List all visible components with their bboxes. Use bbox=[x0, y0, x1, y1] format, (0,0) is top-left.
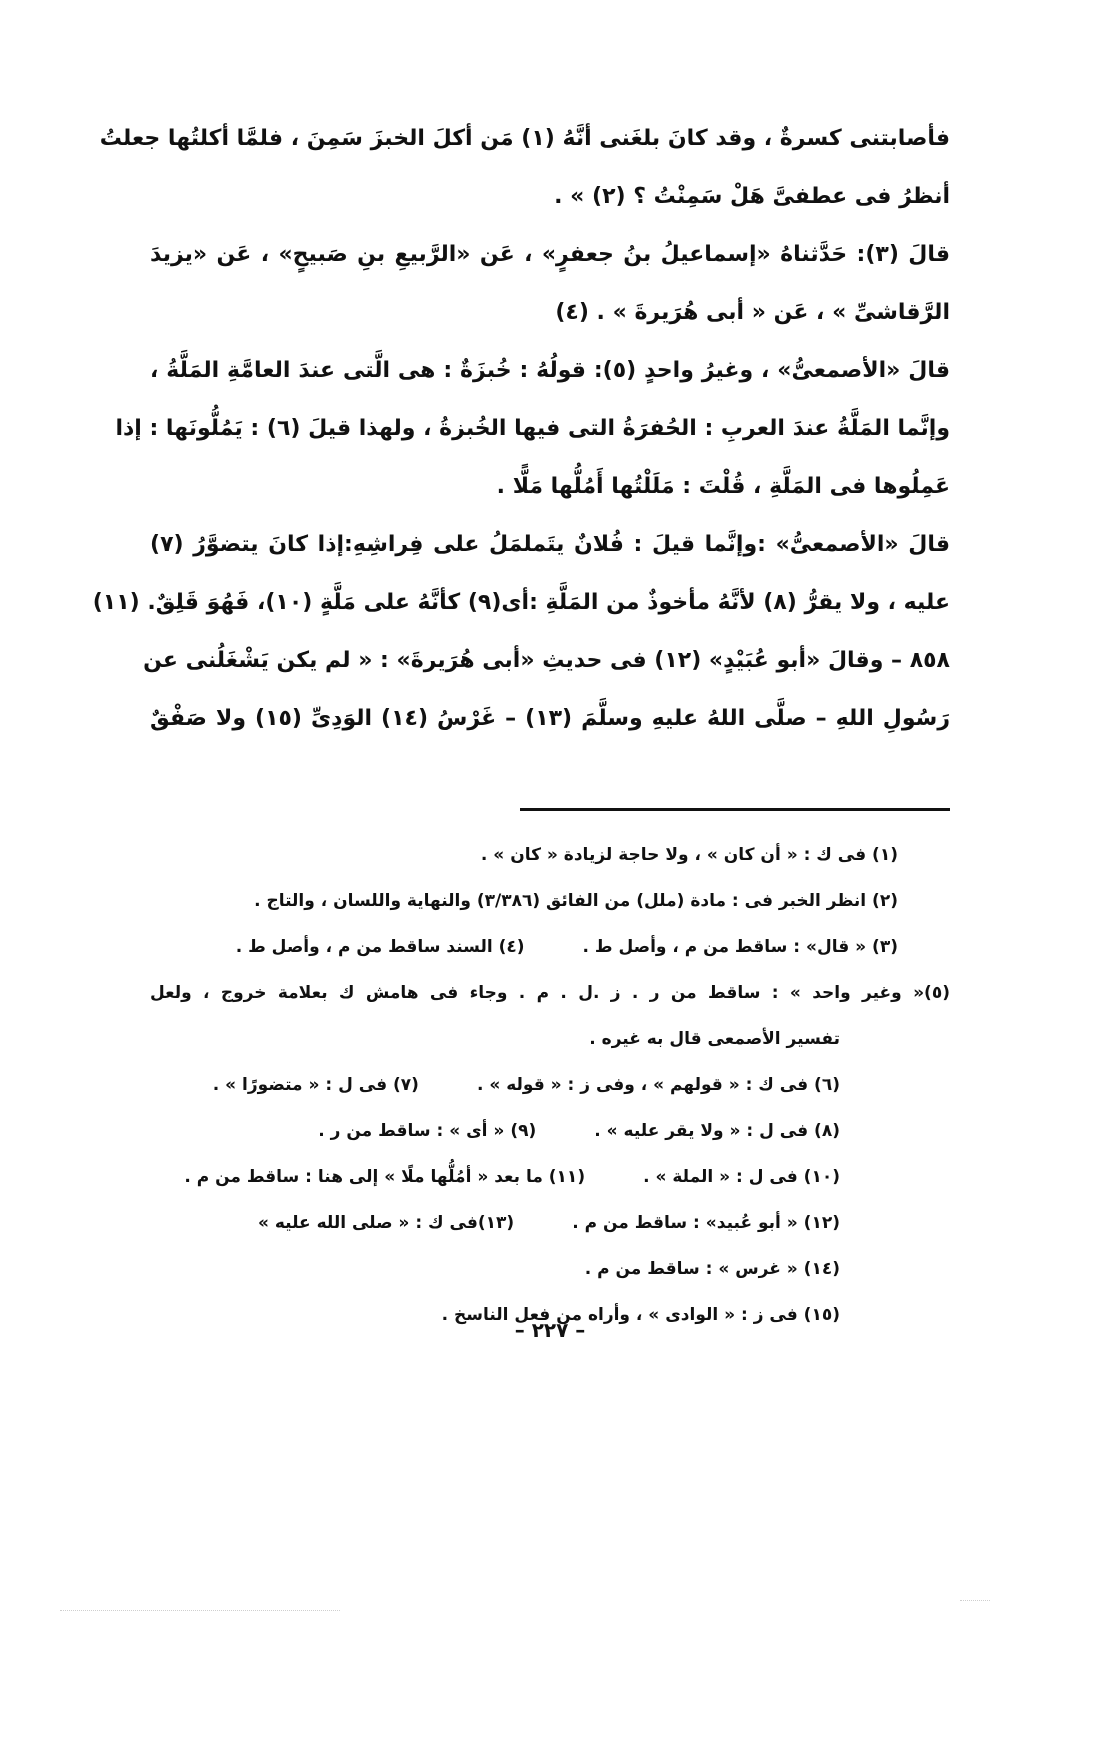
main-text bbox=[92, 110, 951, 748]
scan-artifact bbox=[960, 1600, 990, 1603]
footnote-13: (١٣)فى ك : « صلى الله عليه » bbox=[257, 1213, 515, 1233]
footnotes bbox=[150, 832, 950, 1338]
body-line-6: وإنَّما المَلَّةُ عندَ العربِ : الحُفرَةُ التى فيها الخُبزةُ ، ولهذا قيلَ (٦) : يَمُلُّونَها : إذا bbox=[115, 416, 950, 441]
body-line-8: قالَ «الأصمعىُّ» :وإنَّما قيلَ : فُلانٌ يتَملمَلُ على فِراشِهِ:إذا كانَ يتضوَّرُ (٧) bbox=[150, 532, 950, 557]
footnote-4: (٤) السند ساقط من م ، وأصل ط . bbox=[235, 937, 525, 957]
footnote-14: (١٤) « غرس » : ساقط من م . bbox=[584, 1259, 840, 1279]
footnote-row-12-13 bbox=[150, 1200, 950, 1246]
body-line-10: ٨٥٨ – وقالَ «أبو عُبَيْدٍ» (١٢) فى حديثِ «أبى هُرَيرةَ» : « لم يكن يَشْغَلُنى عن bbox=[143, 648, 950, 673]
footnote-row-3-4 bbox=[150, 924, 950, 970]
footnote-9: (٩) « أى » : ساقط من ر . bbox=[318, 1121, 537, 1141]
footnote-8: (٨) فى ل : « ولا يقر عليه » . bbox=[594, 1121, 840, 1141]
body-line-4: الرَّقاشىِّ » ، عَن « أبى هُرَيرةَ » . (٤) bbox=[555, 300, 950, 325]
footnote-row-10-11 bbox=[150, 1154, 950, 1200]
footnote-2: (٢) انظر الخبر فى : مادة (ملل) من الفائق (٣/٣٨٦) والنهاية واللسان ، والتاج . bbox=[254, 891, 898, 911]
body-line-2: أنظرُ فى عطفىَّ هَلْ سَمِنْتُ ؟ (٢) » . bbox=[554, 184, 950, 209]
body-line-5: قالَ «الأصمعىُّ» ، وغيرُ واحدٍ (٥): قولُهُ : خُبزَةٌ : هى الَّتى عندَ العامَّةِ المَلَّةُ ، bbox=[150, 358, 950, 383]
footnote-row-6-7 bbox=[150, 1062, 950, 1108]
body-line-11: رَسُولِ اللهِ – صلَّى اللهُ عليهِ وسلَّمَ (١٣) – غَرْسُ (١٤) الوَدِىِّ (١٥) ولا صَفْقٌ bbox=[150, 706, 950, 731]
footnote-3: (٣) « قال» : ساقط من م ، وأصل ط . bbox=[582, 937, 898, 957]
footnote-row-8-9 bbox=[150, 1108, 950, 1154]
body-line-7: عَمِلُوها فى المَلَّةِ ، قُلْتَ : مَلَلْتُها أَمُلُّها مَلًّا . bbox=[496, 474, 950, 499]
body-line-1: فأصابتنى كسرةٌ ، وقد كانَ بلغَنى أنَّهُ (١) مَن أكلَ الخبزَ سَمِنَ ، فلمَّا أكلتُها جعلتُ bbox=[99, 126, 950, 151]
page-number: – ٢٢٧ – bbox=[514, 1318, 586, 1342]
body-line-9: عليه ، ولا يقرُّ (٨) لأنَّهُ مأخوذٌ من المَلَّةِ :أى(٩) كأنَّهُ على مَلَّةٍ (١٠)، فَهُوَ قَلِقٌ. (١١) bbox=[92, 590, 950, 615]
footnote-5: (٥)« وغير واحد » : ساقط من ر . ز .ل . م . وجاء فى هامش ك بعلامة خروج ، ولعل bbox=[150, 983, 950, 1003]
footnote-10: (١٠) فى ل : « الملة » . bbox=[643, 1167, 840, 1187]
footnote-7: (٧) فى ل : « متضورًا » . bbox=[212, 1075, 419, 1095]
footnote-15: (١٥) فى ز : « الوادى » ، وأراه من فعل الناسخ . bbox=[441, 1305, 840, 1325]
footnote-11: (١١) ما بعد « أمُلُّها ملًا » إلى هنا : ساقط من م . bbox=[184, 1167, 586, 1187]
footnote-6: (٦) فى ك : « قولهم » ، وفى ز : « قوله » . bbox=[476, 1075, 840, 1095]
footnote-5-continued: تفسير الأصمعى قال به غيره . bbox=[589, 1029, 840, 1049]
footnote-1: (١) فى ك : « أن كان » ، ولا حاجة لزيادة « كان » . bbox=[480, 845, 898, 865]
footnote-separator bbox=[520, 808, 950, 811]
body-line-3: قالَ (٣): حَدَّثناهُ «إسماعيلُ بنُ جعفرٍ» ، عَن «الرَّبيعِ بنِ صَبيحٍ» ، عَن «يزيدَ bbox=[150, 242, 951, 267]
scan-artifact bbox=[60, 1610, 340, 1613]
footnote-12: (١٢) « أبو عُبيد» : ساقط من م . bbox=[572, 1213, 840, 1233]
